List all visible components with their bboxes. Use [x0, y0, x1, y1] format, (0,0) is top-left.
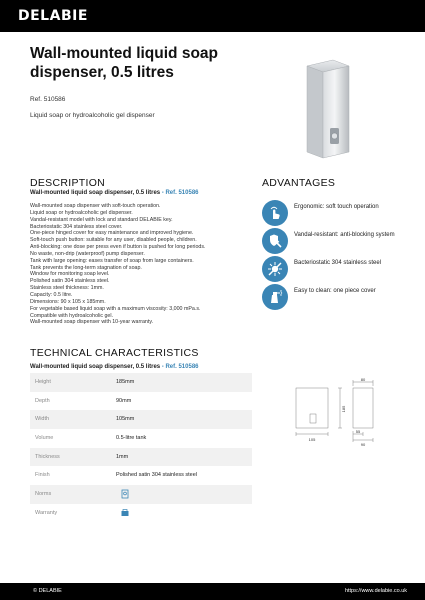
row-value: Polished satin 304 stainless steel [116, 472, 198, 479]
product-subtitle: Liquid soap or hydroalcoholic gel dispenser [30, 112, 155, 119]
description-name: Wall-mounted liquid soap dispenser, 0.5 litres [30, 190, 161, 196]
table-row [30, 448, 252, 467]
description-line: One-piece hinged cover for easy maintenance and improved hygiene. [30, 230, 194, 237]
table-row [30, 504, 252, 523]
bacteria-icon [262, 256, 288, 282]
footer-copyright: © DELABIE [33, 588, 62, 594]
table-row [30, 410, 252, 429]
description-line: Stainless steel thickness: 1mm. [30, 285, 104, 292]
spray-cleaning-icon [262, 284, 288, 310]
description-line: Dimensions: 90 x 105 x 185mm. [30, 298, 106, 305]
table-row [30, 373, 252, 392]
technical-name: Wall-mounted liquid soap dispenser, 0.5 litres [30, 364, 161, 370]
table-row [30, 429, 252, 448]
dim-base-1: 55 [355, 429, 361, 434]
description-text [30, 203, 265, 326]
description-product-name [30, 190, 199, 196]
soap-dispenser-image [303, 58, 351, 162]
footer-bar [0, 583, 425, 600]
row-value: 0.5-litre tank [116, 435, 147, 442]
row-value: 105mm [116, 416, 135, 423]
table-row [30, 466, 252, 485]
description-line: Polished satin 304 stainless steel. [30, 278, 110, 285]
dim-side-height: 185 [341, 405, 346, 413]
advantage-item [262, 284, 412, 310]
description-line: Anti-blocking: one dose per press even if button is pushed for long periods. [30, 244, 206, 251]
footer-website-link[interactable]: https://www.delabie.co.uk [344, 588, 407, 594]
product-reference: Ref. 510586 [30, 96, 66, 103]
dim-top-width: 80 [360, 378, 366, 382]
advantage-item [262, 200, 412, 226]
description-line: Bacteriostatic 304 stainless steel cover. [30, 223, 123, 230]
row-label: Warranty [35, 509, 58, 516]
technical-ref-link[interactable]: - Ref. 510586 [160, 364, 199, 370]
row-label: Norms [35, 491, 52, 498]
title-line-2: dispenser, 0.5 litres [30, 64, 174, 81]
hand-touch-icon [262, 200, 288, 226]
table-row [30, 392, 252, 411]
row-label: Thickness [35, 453, 60, 460]
description-line: Tank prevents the long-term stagnation of soap. [30, 264, 142, 271]
description-line: No waste, non-drip (waterproof) pump dispenser. [30, 250, 145, 257]
delabie-logo: DELABIE [18, 8, 88, 24]
row-value: 185mm [116, 379, 135, 385]
row-label: Depth [35, 397, 50, 404]
description-line: Soft-touch push button: suitable for any user, disabled people, children. [30, 237, 197, 244]
advantages-heading: ADVANTAGES [262, 177, 336, 189]
technical-product-name [30, 364, 199, 370]
row-value: 90mm [116, 397, 132, 404]
advantage-text: Easy to clean: one piece cover [294, 288, 376, 294]
shield-hammer-icon [262, 228, 288, 254]
advantage-item [262, 256, 412, 282]
title-line-1: Wall-mounted liquid soap [30, 45, 218, 62]
row-label: Height [35, 379, 51, 385]
row-label: Width [35, 416, 50, 423]
description-line: Tank with large opening: eases transfer of soap from large containers. [30, 257, 194, 264]
description-line: Capacity: 0.5 litre. [30, 291, 73, 298]
table-row [30, 485, 252, 504]
description-line: Vandal-resistant model with lock and standard DELABIE key. [30, 216, 173, 223]
row-label: Finish [35, 472, 50, 479]
technical-heading: TECHNICAL CHARACTERISTICS [30, 347, 199, 359]
row-label: Volume [35, 435, 54, 442]
dim-front-width: 105 [308, 437, 316, 442]
row-value: 1mm [116, 453, 129, 460]
description-line: Wall-mounted soap dispenser with soft-touch operation. [30, 203, 161, 209]
description-line: For vegetable based liquid soap with a maximum viscosity: 3,000 mPa.s. [30, 305, 201, 312]
norms-certificate-icon[interactable] [120, 489, 130, 499]
description-line: Wall-mounted soap dispenser with 10-year warranty. [30, 319, 154, 326]
advantage-text: Vandal-resistant: anti-blocking system [294, 232, 395, 238]
dim-base-2: 90 [360, 442, 366, 447]
page-title [30, 44, 270, 82]
advantage-text: Ergonomic: soft touch operation [294, 204, 379, 210]
description-line: Compatible with hydroalcoholic gel. [30, 312, 114, 319]
description-ref-link[interactable]: - Ref. 510586 [160, 190, 199, 196]
advantage-text: Bacteriostatic 304 stainless steel [294, 260, 382, 266]
description-line: Liquid soap or hydroalcoholic gel dispenser. [30, 209, 133, 216]
advantage-item [262, 228, 412, 254]
dimension-drawing [278, 378, 398, 448]
header-bar [0, 0, 425, 32]
technical-table [30, 373, 252, 523]
warranty-icon[interactable] [120, 508, 130, 518]
description-heading: DESCRIPTION [30, 177, 106, 189]
description-line: Window for monitoring soap level. [30, 271, 110, 278]
